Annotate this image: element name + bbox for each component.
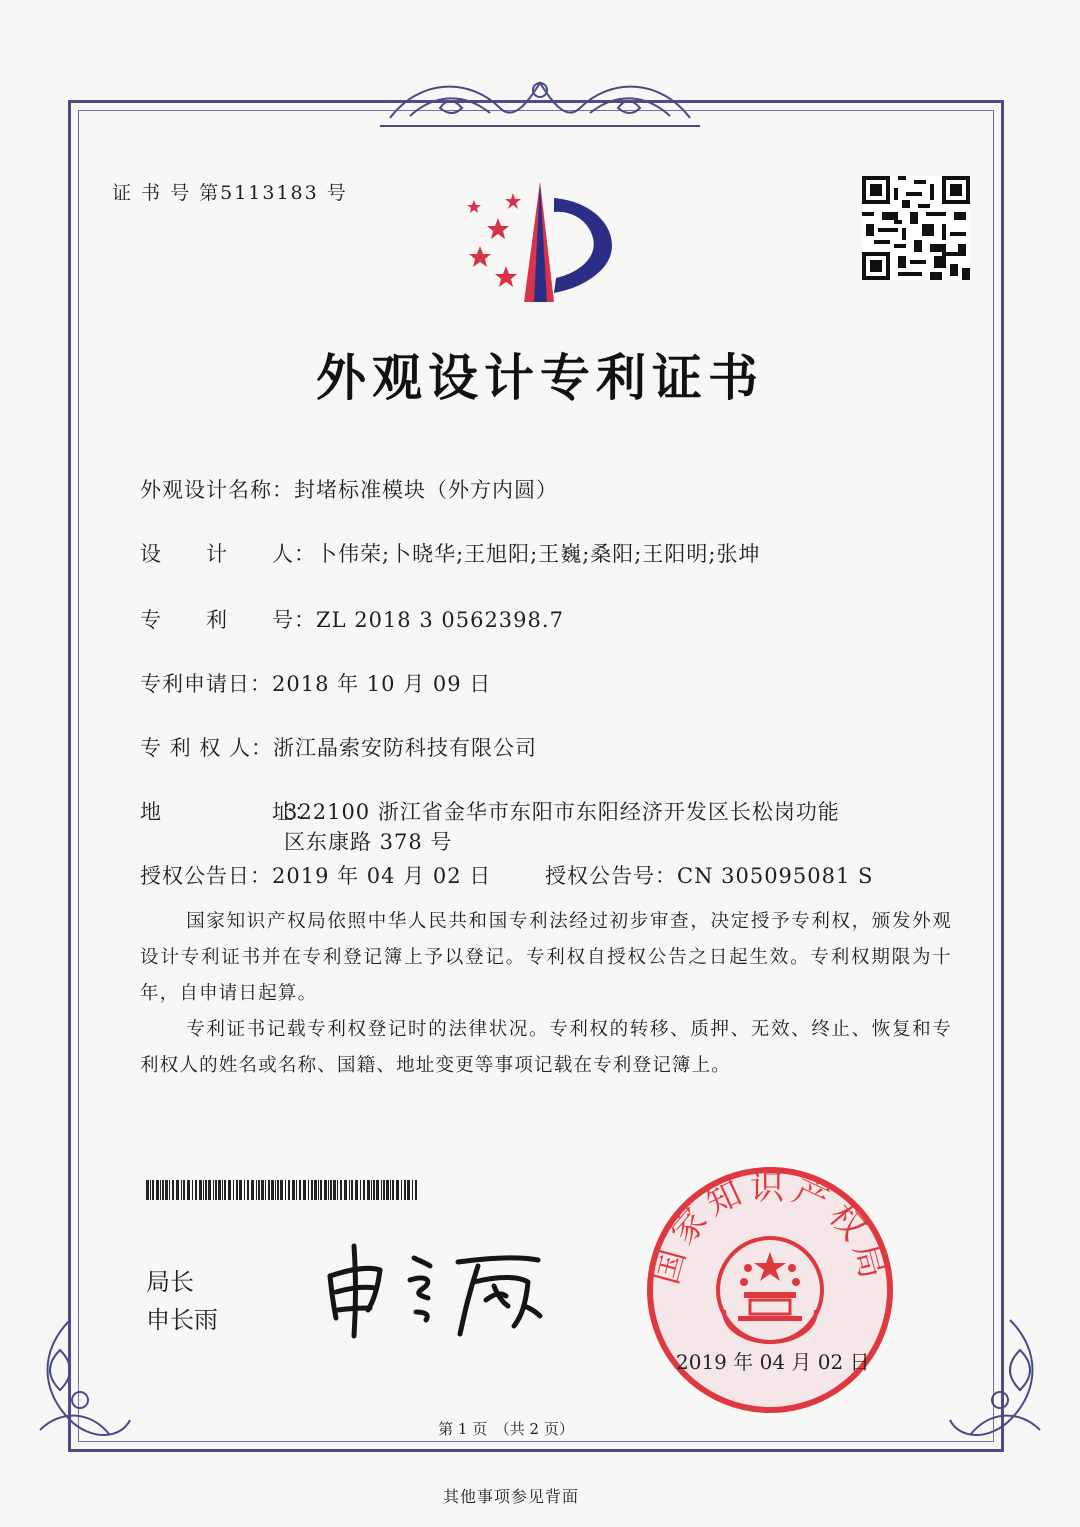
certificate-number: 证 书 号 第5113183 号 [112,182,348,204]
barcode-bar [392,1180,394,1200]
barcode-bar [247,1180,249,1200]
barcode-bar [181,1180,182,1200]
barcode-bar [256,1180,257,1200]
field-label: 专 利 号： [140,608,316,632]
barcode-bar [222,1180,223,1200]
barcode-bar [156,1180,159,1200]
barcode-bar [396,1180,399,1200]
barcode-bar [371,1180,372,1200]
field-address [140,796,840,826]
barcode-bar [195,1180,197,1200]
barcode-bar [314,1180,317,1200]
barcode-bar [160,1180,161,1200]
barcode-bar [233,1180,234,1200]
field-value: 2019 年 04 月 02 日 [272,864,492,888]
barcode-bar [239,1180,242,1200]
barcode-bar [187,1180,190,1200]
barcode-bar [337,1180,338,1200]
barcode-bar [280,1180,283,1200]
barcode-bar [328,1180,329,1200]
barcode-bar [333,1180,336,1200]
certificate-paragraph-1: 国家知识产权局依照中华人民共和国专利法经过初步审查，决定授予专利权，颁发外观设计专利证书并在专利登记簿上予以登记。专利权自授权公告之日起生效。专利权期限为十年，自申请日起算。 [140,911,952,1004]
barcode-bar [205,1180,207,1200]
barcode-bar [349,1180,350,1200]
barcode-bar [308,1180,309,1200]
field-design-name [140,474,558,504]
field-grant-date [140,860,491,890]
field-value: 卜伟荣;卜晓华;王旭阳;王巍;桑阳;王阳明;张坤 [316,542,761,566]
patent-office-logo [458,178,628,308]
barcode-bar [407,1180,410,1200]
barcode-bar [199,1180,202,1200]
field-value: CN 305095081 S [677,864,874,888]
barcode-bar [218,1180,221,1200]
barcode-bar [288,1180,290,1200]
barcode-bar [383,1180,385,1200]
barcode-bar [340,1180,342,1200]
barcode-bar [401,1180,402,1200]
field-value: 浙江晶索安防科技有限公司 [273,736,538,760]
barcode-bar [415,1180,417,1200]
barcode-bar [261,1180,264,1200]
certificate-paragraph-2: 专利证书记载专利权登记时的法律状况。专利权的转移、质押、无效、终止、恢复和专利权人的姓名或名称、国籍、地址变更等事项记载在专利登记簿上。 [140,1019,952,1076]
seal-date: 2019 年 04 月 02 日 [676,1350,870,1374]
handwritten-signature [318,1236,550,1340]
barcode-bar [390,1180,391,1200]
barcode-bar [228,1180,231,1200]
barcode-bar [367,1180,370,1200]
field-patent-number [140,604,564,634]
barcode-bar [373,1180,375,1200]
barcode-bar [176,1180,179,1200]
field-label: 专 利 权 人： [140,736,274,760]
field-label: 外观设计名称： [140,478,294,502]
barcode-bar [265,1180,266,1200]
barcode-bar [251,1180,254,1200]
barcode-bar [152,1180,154,1200]
barcode-bar [330,1180,332,1200]
barcode-bar [376,1180,379,1200]
barcode-bar [172,1180,174,1200]
field-grant-number [545,860,873,890]
field-label: 地 址： [140,800,316,824]
barcode-bar [296,1180,297,1200]
barcode-bar [318,1180,319,1200]
barcode-bar [292,1180,295,1200]
barcode-bar [360,1180,361,1200]
field-label: 授权公告日： [140,864,272,888]
director-title: 局长 [146,1268,194,1296]
top-ornament [380,68,700,130]
back-note: 其他事项参见背面 [442,1487,579,1506]
field-patentee [140,732,537,762]
barcode-bar [412,1180,413,1200]
barcode-bar [344,1180,347,1200]
seal-text: 国家知识产权局 [646,1167,894,1289]
barcode-bar [303,1180,306,1200]
barcode-bar [146,1180,149,1200]
director-name: 申长雨 [146,1306,218,1334]
barcode-bar [311,1180,313,1200]
barcode-bar [404,1180,406,1200]
barcode-bar [162,1180,164,1200]
field-designers [140,538,760,568]
certificate-title: 外观设计专利证书 [316,349,764,407]
barcode-bar [169,1180,170,1200]
barcode-bar [355,1180,358,1200]
barcode-bar [165,1180,168,1200]
barcode [146,1180,418,1200]
barcode-bar [271,1180,274,1200]
barcode-bar [268,1180,270,1200]
barcode-bar [299,1180,301,1200]
field-label: 设 计 人： [140,542,316,566]
barcode-bar [386,1180,389,1200]
field-value: 2018 年 10 月 09 日 [272,672,492,696]
barcode-bar [277,1180,279,1200]
qr-code [862,176,970,280]
barcode-bar [215,1180,217,1200]
field-label: 授权公告号： [545,864,677,888]
barcode-bar [324,1180,327,1200]
field-label: 专利申请日： [140,672,272,696]
barcode-bar [363,1180,365,1200]
field-value: 封堵标准模块（外方内圆） [294,478,558,502]
barcode-bar [285,1180,286,1200]
barcode-bar [203,1180,204,1200]
barcode-bar [351,1180,353,1200]
field-value: 322100 浙江省金华市东阳市东阳经济开发区长松岗功能 [284,800,840,824]
barcode-bar [275,1180,276,1200]
barcode-bar [192,1180,193,1200]
barcode-bar [236,1180,238,1200]
page-number: 第 1 页 （共 2 页） [438,1420,574,1438]
barcode-bar [213,1180,214,1200]
barcode-bar [208,1180,211,1200]
barcode-bar [224,1180,226,1200]
field-value: ZL 2018 3 0562398.7 [316,608,564,632]
barcode-bar [183,1180,185,1200]
barcode-bar [381,1180,382,1200]
field-address-line2: 区东康路 378 号 [284,830,453,854]
barcode-bar [244,1180,245,1200]
barcode-bar [150,1180,151,1200]
barcode-bar [320,1180,322,1200]
official-seal [640,1160,900,1420]
field-application-date [140,668,491,698]
barcode-bar [258,1180,260,1200]
